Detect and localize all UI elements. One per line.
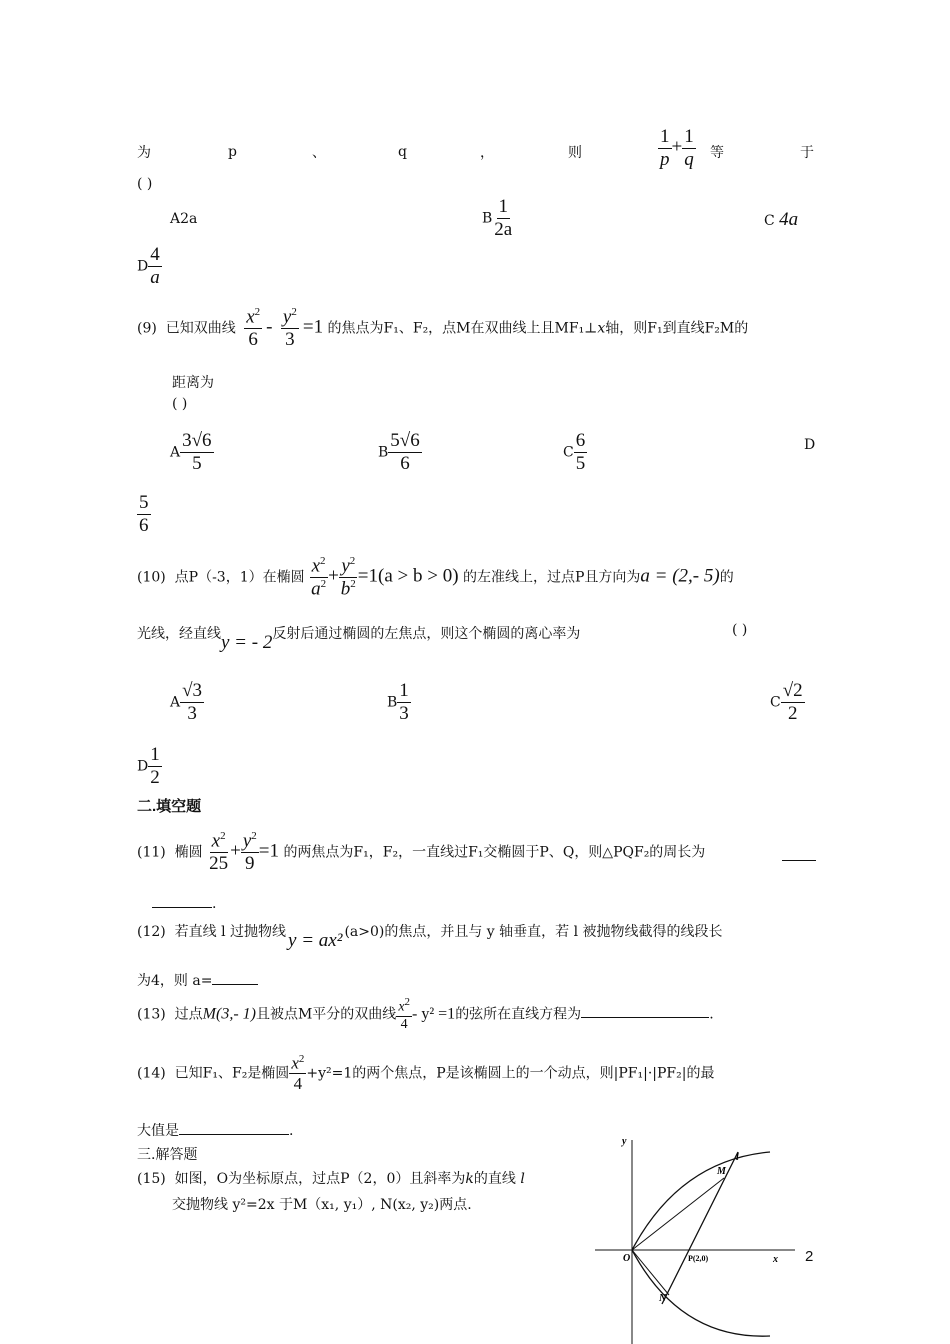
q11-blank-2[interactable]: . [152, 896, 216, 912]
q9-option-d-label: D [804, 437, 816, 453]
q13-line: (13) 过点M(3,- 1)且被点M平分的双曲线 $\frac{x^2}{4}$ - y² =1的弦所在直线方程为 . [137, 996, 714, 1032]
q10-option-d: D $\frac{1}{2}$ [137, 744, 160, 788]
q9-answer-paren: ( ) [172, 396, 188, 412]
q10-option-a: A $\frac{√3}{3}$ [170, 680, 203, 724]
q8-formula: $\frac{1}{p}$ + $\frac{1}{q}$ [660, 126, 694, 170]
q10-line2: 光线，经直线y = - 2反射后通过椭圆的左焦点，则这个椭圆的离心率为 [137, 626, 581, 653]
q10-option-b: B $\frac{1}{3}$ [387, 680, 409, 724]
label-o: O [623, 1253, 631, 1264]
q15-line2: 交抛物线 y²=2x 于M（x₁, y₁）, N(x₂, y₂)两点. [172, 1197, 472, 1213]
q13-blank[interactable] [581, 1017, 709, 1018]
section-fill-in-title: 二.填空题 [137, 798, 202, 815]
q9-option-a: A $\frac{3√6}{5}$ [170, 430, 212, 474]
parabola-figure [590, 1130, 800, 1344]
q14-blank[interactable] [179, 1134, 289, 1135]
q10-answer-paren: ( ) [732, 622, 748, 638]
q12-line2: 为4，则 a= [137, 970, 258, 990]
q9-option-b: B $\frac{5√6}{6}$ [378, 430, 420, 474]
q14-line2: 大值是 . [137, 1123, 294, 1139]
q10-option-c: C $\frac{√2}{2}$ [770, 680, 803, 724]
q8-text-wei: 为 [137, 145, 151, 161]
q8-option-c: C 4a [764, 209, 799, 230]
section-solve-title: 三.解答题 [137, 1147, 198, 1163]
label-y: y [622, 1136, 627, 1147]
q8-text-yu: 于 [800, 145, 814, 161]
segment-om [632, 1178, 724, 1250]
q8-text-dun: 、 [312, 145, 326, 161]
q9-option-d-value: $\frac{5}{6}$ [139, 492, 149, 536]
segment-on [632, 1250, 669, 1295]
q10-line1: (10) 点P（-3，1）在椭圆 $\frac{x^2}{a^2}$ + $\frac{y^2}{b^2}$ =1(a > b > 0) 的左准线上，过点P且方向为a = (2,- 5)的 [137, 555, 734, 600]
q9-line2: 距离为 [172, 375, 214, 391]
q11-blank-1[interactable] [782, 849, 816, 865]
q12-line1: (12) 若直线 l 过抛物线 y = ax² (a>0)的焦点，并且与 y 轴垂直，若 l 被抛物线截得的线段长 [137, 924, 723, 951]
q8-text-q: q [398, 144, 407, 160]
q8-option-b: B $\frac{1}{2a}$ [482, 196, 513, 240]
q14-line1: (14) 已知F₁、F₂是椭圆 $\frac{x^2}{4}$ +y²=1的两个焦点，P是该椭圆上的一个动点，则|PF₁|·|PF₂|的最 [137, 1053, 715, 1094]
q12-blank[interactable] [212, 984, 258, 985]
q8-text-ze: 则 [568, 145, 582, 161]
label-x: x [773, 1254, 778, 1265]
label-n: N [659, 1293, 667, 1304]
page-number: 2 [805, 1248, 814, 1265]
parabola-curve [632, 1152, 770, 1336]
q9-option-c: C $\frac{6}{5}$ [563, 430, 586, 474]
label-l: l [736, 1152, 739, 1163]
q15-line1: (15) 如图，O为坐标原点，过点P（2，0）且斜率为k的直线 l [137, 1171, 525, 1187]
q8-answer-paren: ( ) [137, 176, 153, 192]
label-m: M [717, 1166, 726, 1177]
q8-text-p: p [228, 144, 237, 160]
q11-line1: (11) 椭圆 $\frac{x^2}{25}$ + $\frac{y^2}{9}$ =1 的两焦点为F₁，F₂，一直线过F₁交椭圆于P、Q，则△PQF₂的周长为 [137, 830, 706, 875]
q9-line1: (9) 已知双曲线 $\frac{x^2}{6}$ - $\frac{y^2}{3}$ =1 的焦点为F₁、F₂，点M在双曲线上且MF₁⊥x轴，则F₁到直线F₂M的 [137, 306, 749, 351]
q8-option-a: A2a [170, 211, 198, 227]
q8-text-comma: ， [480, 145, 494, 161]
q8-option-d: D $\frac{4}{a}$ [137, 244, 160, 288]
q8-text-deng: 等 [710, 145, 724, 161]
label-p: P(2,0) [688, 1254, 709, 1263]
